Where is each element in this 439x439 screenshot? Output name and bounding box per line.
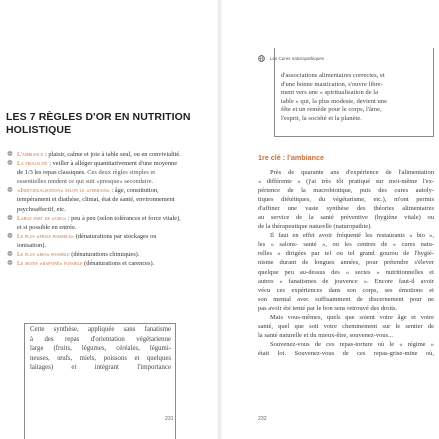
page-number-right: 232 (258, 416, 267, 422)
rule-body: : âge, constitution, tempérament et diathèse, climat, état de santé, environnement psychoaffectif, etc. (17, 187, 175, 213)
rule-item (6, 186, 182, 213)
rule-item (6, 232, 182, 250)
rule-body: (dénaturations et carences). (82, 260, 155, 268)
bullet-icon: ❁ (7, 213, 13, 222)
box-line: Cette synthèse, appliquée sans fanatisme (30, 326, 171, 333)
body-line: de la thérapeutique naturelle (naturopathie). (258, 223, 372, 231)
page-number-left: 231 (165, 416, 174, 422)
body-line: Souvenez-vous de ces repas-torture où le « régime » (270, 340, 434, 348)
rule-name: Le plus «frais possible» (17, 232, 75, 240)
running-head-label: Les Cures naturopathiques (270, 56, 325, 61)
box-line: l'esprit, la société et la planète. (281, 114, 362, 122)
body-line: tiques diététiques, du végétarisme, etc.), m'ont permis (258, 196, 434, 204)
body-line: les « salons- santé », ou les centres de « cures natu- (258, 241, 434, 249)
rule-name: L'ambiance (17, 151, 44, 158)
globe-icon (258, 55, 265, 62)
rule-body: (dénaturations par stockages ou ionisation). (17, 232, 157, 249)
rule-name: La frugalité (17, 160, 48, 168)
body-text (258, 168, 434, 358)
rule-name: Large part de «cru» (17, 214, 67, 222)
box-line: laitages) et intégrant l'importance (30, 364, 171, 372)
rule-item (6, 150, 182, 159)
box-line: large (fruits, légumes, céréales, légumi- (30, 345, 171, 353)
bullet-icon: ❁ (7, 231, 13, 240)
bullet-icon: ❁ (7, 259, 13, 268)
body-line: autres « fanatismes de jouvence ». Encore faut-il avoir (258, 277, 434, 285)
body-line: Près de quarante ans d'expérience de l'alimentation (270, 169, 434, 176)
body-line: relles » dirigées par tel ou tel grand gourou de l'hygié- (258, 250, 434, 258)
body-line: santé, quel que soit votre cheminement sur le sentier de (258, 322, 434, 330)
rule-item (6, 159, 182, 186)
box-line: neuses, œufs, miels, poissons et quelques (30, 354, 171, 362)
body-line: au service de la santé préventive (hygiène vitale) ou (258, 214, 434, 222)
body-line: Il faut en effet avoir fréquenté les restaurants « bio », (270, 232, 434, 240)
box-line: fête et un remède pour le corps, l'âme, (281, 106, 382, 113)
rule-name: «Individualisation» selon le «terrain» (17, 187, 110, 195)
bullet-icon: ❁ (7, 159, 13, 168)
running-head (258, 55, 324, 62)
rule-item (6, 214, 182, 232)
rule-body: : peu à peu (selon tolérances et force vitale), et si possible en entrée. (17, 214, 181, 231)
box-line: ment vers une « spiritualisation de la (281, 89, 379, 96)
body-line: d'affiner une vaste synthèse des théories alimentaires (258, 205, 434, 213)
box-line: table » qui, la plus modeste, devient une (281, 97, 388, 105)
rule-body: : plaisir, calme et joie à table seul, ou en convivialité. (43, 151, 181, 158)
rules-list (6, 150, 182, 268)
body-line: nisme durant de longues années, pour prétendre s'élever (258, 259, 434, 267)
body-line: quelque peu au-dessus des « sectes » nutritionnelles et (258, 268, 434, 276)
bullet-icon: ❁ (7, 250, 13, 259)
rule-body: (dénaturations chimiques). (69, 251, 140, 259)
continuation-box-text (281, 72, 421, 123)
bullet-icon: ❁ (7, 150, 13, 158)
section-title: LES 7 RÈGLES D'OR EN NUTRITION HOLISTIQUE (6, 111, 191, 136)
book-gutter (217, 0, 222, 439)
box-line: d'associations alimentaires correctes, et (281, 72, 385, 79)
bullet-icon: ❁ (7, 186, 13, 195)
body-line: pas avoir été tenté par le bon sens retrouvé des droits. (258, 304, 398, 312)
body-line: son mental avec suffisamment de discernement pour ne (258, 295, 434, 303)
body-line: périence de la macrobiotique, puis des cures autoly- (258, 187, 434, 195)
subhead-ambiance: 1re clé : l'ambiance (258, 153, 325, 162)
rule-name: Le moins «raffiné» possible (17, 260, 83, 268)
body-line: « différente » (j'ai très tôt pratiqué sur moi-même l'ex- (258, 178, 434, 186)
body-line: était loi. Souvenez-vous de ces repas-grise-mine où, (258, 349, 434, 357)
body-line: vécu ces expériences dans son corps, ses émotions et (258, 286, 434, 294)
body-line: la santé naturelle et du mieux-être, souvenez-vous... (258, 331, 394, 339)
synthesis-box-text (30, 325, 171, 373)
box-line: d'une bonne mastication, s'ouvre libre- (281, 80, 383, 88)
box-line: à des repas d'orientation végétarienne (30, 335, 171, 343)
rule-name: Le plus «bio» possible (17, 251, 70, 259)
rule-item (6, 259, 182, 268)
rule-item (6, 250, 182, 259)
rule-body: : veiller à alléger quantitativement d'une moyenne de 1/3 les repas classiques. (17, 160, 178, 177)
body-line: Mais vous-mêmes, quels que soient votre âge et votre (270, 313, 434, 321)
rule-detail: Ces deux règles simples et essentielles rendent ce qui suit «presque» secondaire. (17, 169, 156, 186)
